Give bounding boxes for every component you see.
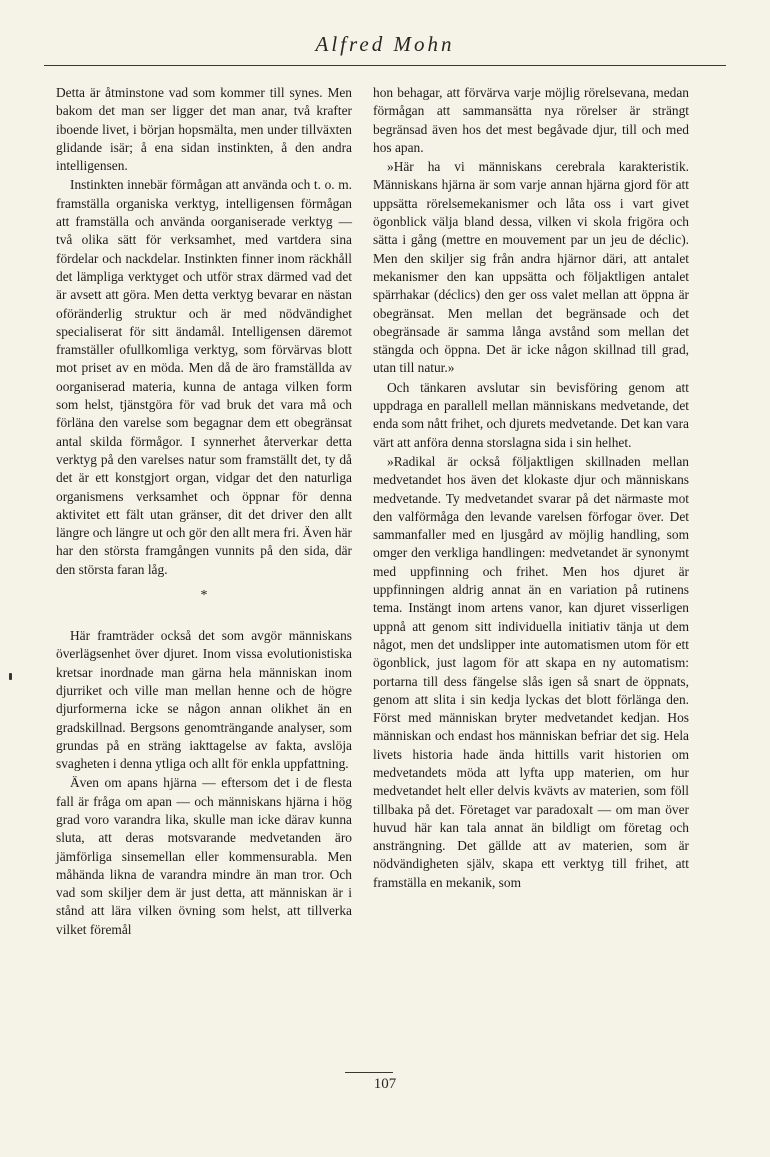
header-rule	[44, 65, 726, 66]
paragraph: »Här ha vi människans cerebrala karakteristik. Människans hjärna är som varje annan hjärna gjord för att uppsätta rörelsemekanismer och låta oss i vart givet ögonblick välja bland dessa, vilken vi skola frigöra och sätta i gång (mettre en mouvement par un jeu de déclic). Men den skiljer sig från andra hjärnor däri, att antalet mekanismer den kan uppsätta och följaktligen antalet spärrhakar (déclics) den ger oss valet mellan att öppna är obegränsat. Men mellan det begränsade och det obegränsade är samma långa avstånd som mellan det stängda och öppna. Det är icke någon skillnad till grad, utan till natur.»	[373, 159, 689, 376]
page-number: 107	[373, 1076, 397, 1092]
section-separator: *	[200, 588, 208, 604]
paragraph: Här framträder också det som avgör människans överlägsenhet över djuret. Inom vissa evolutionistiska kretsar inordnade man gärna hela människan inom djurriket och ville man mellan henne och de högre djurformerna icke se någon annan olikhet än en gradskillnad. Bergsons genomträngande analyser, som grundas på en sträng iakttagelse av fakta, avslöja svagheten i denna ytliga och allt för enkla uppfattning.	[56, 628, 352, 772]
paragraph: Instinkten innebär förmågan att använda och t. o. m. framställa organiska verktyg, intelligensen förmågan att framställa och använda oorganiserade verktyg — två olika sätt för verksamhet, med vartdera sina fördelar och nackdelar. Instinkten finner inom räckhåll det lämpliga verktyget och utför strax därmed vad det är avsett att göra. Men detta verktyg bevarar en nästan oföränderlig struktur och är med nödvändighet specialiserat för sitt ändamål. Intelligensen däremot framställer ofullkomliga verktyg, som förvärvas blott mot priset av en möda. Men då de äro framställda av oorganiserad materia, kunna de antaga vilken form som helst, tjänstgöra för vad bruk det vara må och förläna den varelse som begagnar dem ett obegränsat antal skilda förmågor. I synnerhet återverkar detta verktyg på den varelses natur som framställt det, ty då det är ett konstgjort organ, vidgar det den naturliga organismens verksamhet och öppnar för denna aktivitet ett fält utan gränser, dit det driver den allt längre och längre ut och gör den allt mera fri. Även här har den största framgången vunnits på den sida, där den största faran låg.	[56, 177, 352, 577]
left-column	[56, 84, 352, 940]
paragraph: Och tänkaren avslutar sin bevisföring genom att uppdraga en parallell mellan människans medvetande, det enda som nått frihet, och djurets medvetande. Det kan vara värt att anföra denna storslagna sida i sin helhet.	[373, 379, 689, 450]
right-column	[373, 84, 689, 893]
running-head-title: Alfred Mohn	[315, 32, 455, 56]
margin-mark	[9, 673, 12, 680]
paragraph: hon behagar, att förvärva varje möjlig rörelsevana, medan förmågan att sammansätta nya rörelser är strängt begränsad även hos det mest begåvade djur, till och med hos apan.	[373, 85, 689, 155]
paragraph: »Radikal är också följaktligen skillnaden mellan medvetandet hos även det klokaste djur och människans medvetande. Ty medvetandet svarar på det närmaste mot den valförmåga den levande varelsen förfogar över. Det sammanfaller med en ljusgård av möjlig handling, som omger den verkliga handlingen: medvetandet är synonymt med uppfinning och frihet. Men hos djuret är uppfinningen aldrig annat än en variation på rutinens tema. Instängt inom artens vanor, kan djuret visserligen uppnå att genom sitt individuella initiativ tänja ut dem något, men det undslipper inte automatismen utom för ett ögonblick, just lagom för att skapa en ny automatism: portarna till dess fängelse slås igen så snart de öppnats, genom att slita i sin kedja lyckas det blott förlänga den. Först med människan bryter medvetandet kedjan. Hos människan och endast hos människan befriar det sig. Hela livets historia hade ända hittills varit historien om medvetandets möda att lyfta upp materien, om hur medvetandet helt eller delvis kvävts av materien, som föll tillbaka på det. Företaget var paradoxalt — om man över huvud här kan tala annat än bildligt om företag och ansträngning. Det gällde att av materien, som är nödvändigheten själv, skapa ett verktyg till frihet, att framställa en mekanik, som	[373, 453, 689, 890]
paragraph: Även om apans hjärna — eftersom det i de flesta fall är fråga om apan — och människans hjärna i hög grad voro varandra lika, skulle man icke därav kunna sluta, att deras motsvarande medvetanden äro jämförliga sinsemellan eller kommensurabla. Men måhända likna de varandra mindre än man tror. Och vad som skiljer dem är just detta, att människan är i stånd att lära vilken övning som helst, att tillverka vilket föremål	[56, 775, 352, 937]
footer-rule	[345, 1072, 393, 1073]
paragraph: Detta är åtminstone vad som kommer till synes. Men bakom det man ser ligger det man anar, två krafter iboende livet, i början hopsmälta, men under tillväxten glidande isär; å ena sidan instinkten, å den andra intelligensen.	[56, 85, 352, 174]
